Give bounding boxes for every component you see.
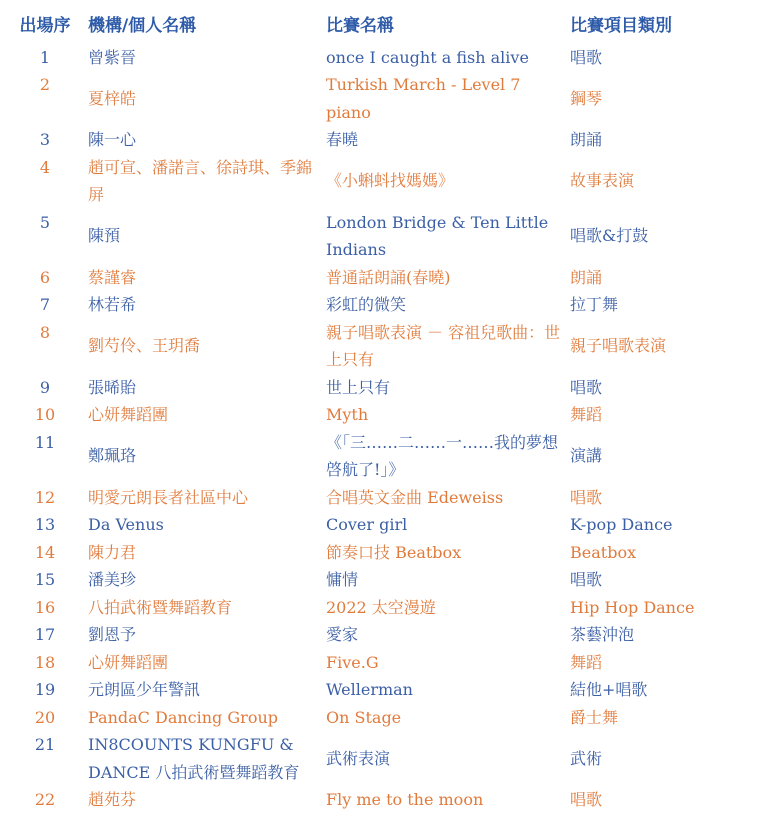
header-participant: 機構/個人名稱	[88, 16, 197, 36]
performance-title-cell: 節奏口技 Beatbox	[326, 542, 462, 562]
category-cell: 舞蹈	[570, 405, 603, 424]
table-row	[6, 731, 758, 786]
participant-cell: 元朗區少年警訊	[88, 680, 201, 699]
category-cell: 舞蹈	[570, 652, 603, 672]
performance-schedule-table	[6, 10, 758, 814]
performance-title-cell: 合唱英文金曲 Edeweiss	[326, 487, 504, 507]
category-cell: K-pop Dance	[570, 515, 673, 534]
performance-title-cell: Myth	[326, 405, 369, 424]
category-cell: 唱歌	[570, 487, 603, 507]
table-row	[6, 44, 758, 72]
participant-cell: 趙可宣、潘諾言、徐詩琪、季錦屏	[88, 157, 313, 204]
order-cell: 19	[34, 680, 56, 699]
performance-title-cell: 武術表演	[326, 748, 391, 768]
participant-cell: 趙苑芬	[88, 790, 137, 809]
table-row	[6, 484, 758, 512]
order-cell: 8	[39, 322, 51, 342]
performance-title-cell: 2022 太空漫遊	[326, 597, 436, 617]
table-row	[6, 71, 758, 126]
table-row	[6, 429, 758, 484]
order-cell: 18	[34, 652, 56, 672]
table-row	[6, 209, 758, 264]
participant-cell: 劉恩予	[88, 625, 137, 644]
category-cell: 拉丁舞	[570, 295, 619, 314]
participant-cell: 潘美珍	[88, 570, 137, 589]
participant-cell: 陳力君	[88, 542, 137, 562]
table-row	[6, 126, 758, 154]
participant-cell: 鄭珮珞	[88, 446, 137, 466]
performance-title-cell: 《小蝌蚪找媽媽》	[326, 171, 455, 191]
performance-title-cell: Five.G	[326, 652, 379, 672]
category-cell: 茶藝沖泡	[570, 625, 635, 644]
participant-cell: PandaC Dancing Group	[88, 707, 278, 727]
order-cell: 4	[39, 157, 51, 177]
participant-cell: 心妍舞蹈團	[88, 652, 169, 672]
participant-cell: 明愛元朗長者社區中心	[88, 487, 249, 507]
category-cell: 親子唱歌表演	[570, 336, 667, 356]
participant-cell: IN8COUNTS KUNGFU & DANCE 八拍武術暨舞蹈教育	[88, 735, 300, 782]
order-cell: 13	[34, 515, 56, 534]
category-cell: 唱歌	[570, 570, 603, 589]
order-cell: 9	[39, 377, 51, 397]
category-cell: Hip Hop Dance	[570, 597, 695, 617]
participant-cell: 陳一心	[88, 130, 137, 149]
participant-cell: 陳預	[88, 226, 121, 246]
category-cell: 唱歌	[570, 790, 603, 809]
participant-cell: 張晞貽	[88, 377, 137, 397]
table-row	[6, 511, 758, 539]
performance-title-cell: 慵情	[326, 570, 359, 589]
table-row	[6, 539, 758, 567]
order-cell: 15	[34, 570, 56, 589]
category-cell: 鋼琴	[570, 88, 603, 108]
performance-title-cell: London Bridge & Ten Little Indians	[326, 212, 549, 259]
category-cell: 演講	[570, 446, 603, 466]
category-cell: 唱歌	[570, 377, 603, 397]
participant-cell: 八拍武術暨舞蹈教育	[88, 597, 233, 617]
category-cell: Beatbox	[570, 542, 637, 562]
table-row	[6, 264, 758, 292]
category-cell: 朗誦	[570, 267, 603, 287]
table-row	[6, 621, 758, 649]
table-row	[6, 594, 758, 622]
performance-title-cell: 彩虹的微笑	[326, 295, 407, 314]
performance-title-cell: once I caught a fish alive	[326, 47, 529, 67]
order-cell: 2	[39, 75, 51, 94]
order-cell: 3	[39, 130, 51, 149]
order-cell: 14	[34, 542, 56, 562]
performance-title-cell: Fly me to the moon	[326, 790, 484, 809]
table-row	[6, 649, 758, 677]
performance-title-cell: 愛家	[326, 625, 359, 644]
order-cell: 22	[34, 790, 56, 809]
performance-title-cell: Wellerman	[326, 680, 413, 699]
order-cell: 17	[34, 625, 56, 644]
category-cell: 武術	[570, 748, 603, 768]
header-row	[6, 10, 758, 44]
header-order: 出場序	[19, 16, 71, 36]
category-cell: 唱歌	[570, 47, 603, 67]
table-row	[6, 291, 758, 319]
header-performance-title: 比賽名稱	[326, 16, 394, 36]
table-row	[6, 676, 758, 704]
performance-title-cell: 親子唱歌表演 － 容祖兒歌曲：世上只有	[326, 322, 561, 369]
participant-cell: 曾紫晉	[88, 47, 137, 67]
participant-cell: Da Venus	[88, 515, 164, 534]
performance-title-cell: 世上只有	[326, 377, 391, 397]
table-row	[6, 374, 758, 402]
order-cell: 11	[34, 432, 56, 452]
category-cell: 爵士舞	[570, 707, 619, 727]
table-row	[6, 319, 758, 374]
category-cell: 朗誦	[570, 130, 603, 149]
order-cell: 16	[34, 597, 56, 617]
order-cell: 5	[39, 212, 51, 232]
order-cell: 10	[34, 405, 56, 424]
table-row	[6, 401, 758, 429]
category-cell: 結他+唱歌	[570, 680, 648, 699]
order-cell: 6	[39, 267, 51, 287]
performance-title-cell: 《「三……二……一……我的夢想啓航了!」》	[326, 432, 559, 479]
category-cell: 唱歌&打鼓	[570, 226, 649, 246]
order-cell: 12	[34, 487, 56, 507]
order-cell: 21	[34, 735, 56, 754]
performance-title-cell: 春曉	[326, 130, 359, 149]
table-row	[6, 786, 758, 814]
table-row	[6, 566, 758, 594]
participant-cell: 夏梓皓	[88, 88, 137, 108]
header-category: 比賽項目類別	[570, 16, 672, 36]
order-cell: 20	[34, 707, 56, 727]
performance-title-cell: On Stage	[326, 707, 402, 727]
participant-cell: 蔡謹睿	[88, 267, 137, 287]
participant-cell: 心妍舞蹈團	[88, 405, 169, 424]
performance-title-cell: Turkish March - Level 7 piano	[326, 75, 521, 122]
order-cell: 7	[39, 295, 51, 314]
category-cell: 故事表演	[570, 171, 635, 191]
table-row	[6, 154, 758, 209]
table-row	[6, 704, 758, 732]
participant-cell: 林若希	[88, 295, 137, 314]
performance-title-cell: Cover girl	[326, 515, 408, 534]
performance-title-cell: 普通話朗誦(春曉)	[326, 267, 451, 287]
participant-cell: 劉芍伶、王玥喬	[88, 336, 201, 356]
order-cell: 1	[39, 47, 51, 67]
